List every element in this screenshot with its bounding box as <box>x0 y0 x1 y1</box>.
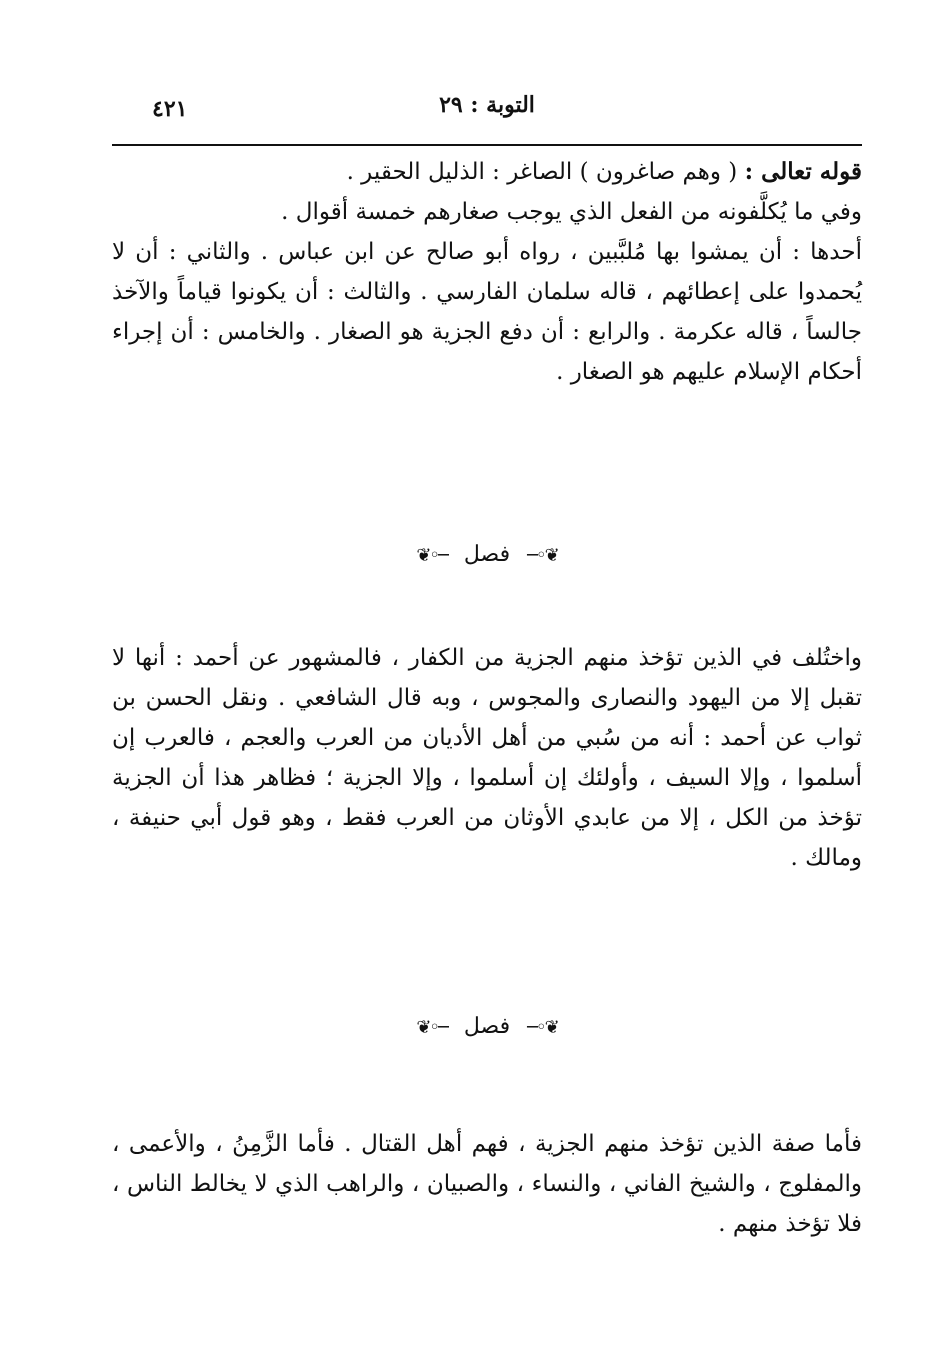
running-head: التوبة : ٢٩ <box>439 92 535 118</box>
section-1-body <box>112 638 862 878</box>
section-heading-2: فصل <box>463 1014 511 1039</box>
ornament-left: ─◦❦ <box>416 1017 447 1038</box>
section-divider-1 <box>112 538 862 573</box>
intro-block <box>112 152 862 392</box>
section-heading-1: فصل <box>463 542 511 567</box>
page-header <box>112 88 862 128</box>
section-2-body <box>112 1124 862 1244</box>
intro-line-1 <box>112 152 862 192</box>
header-rule <box>112 144 862 146</box>
ornament-right: ❦◦─ <box>527 545 558 566</box>
ornament-left: ─◦❦ <box>416 545 447 566</box>
intro-line-2: وفي ما يُكلَّفونه من الفعل الذي يوجب صغارهم خمسة أقوال . <box>281 199 862 225</box>
section-2-paragraph: فأما صفة الذين تؤخذ منهم الجزية ، فهم أهل القتال . فأما الزَّمِنُ ، والأعمى ، والمفلوج ، والشيخ الفاني ، والنساء ، والصبيان ، والراهب الذي لا يخالط الناس ، فلا تؤخذ منهم . <box>112 1131 862 1237</box>
section-1-paragraph: واختُلف في الذين تؤخذ منهم الجزية من الكفار ، فالمشهور عن أحمد : أنها لا تقبل إلا من اليهود والنصارى والمجوس ، وبه قال الشافعي . ونقل الحسن بن ثواب عن أحمد : أنه من سُبي من أهل الأديان من العرب والعجم ، فالعرب إن أسلموا ، وإلا السيف ، وأولئك إن أسلموا ، وإلا الجزية ؛ فظاهر هذا أن الجزية تؤخذ من الكل ، إلا من عابدي الأوثان من العرب فقط ، وهو قول أبي حنيفة ، ومالك . <box>112 645 862 871</box>
verse-lead: قوله تعالى : <box>744 158 862 185</box>
page-number: ٤٢١ <box>152 96 188 122</box>
ornament-right: ❦◦─ <box>527 1017 558 1038</box>
verse-gloss: ( وهم صاغرون ) الصاغر : الذليل الحقير . <box>346 159 738 185</box>
five-sayings-paragraph: أحدها : أن يمشوا بها مُلبَّبين ، رواه أبو صالح عن ابن عباس . والثاني : أن لا يُحمدوا على إعطائهم ، قاله سلمان الفارسي . والثالث : أن يكونوا قياماً والآخذ جالساً ، قاله عكرمة . والرابع : أن دفع الجزية هو الصغار . والخامس : أن إجراء أحكام الإسلام عليهم هو الصغار . <box>112 239 862 385</box>
section-divider-2 <box>112 1010 862 1045</box>
